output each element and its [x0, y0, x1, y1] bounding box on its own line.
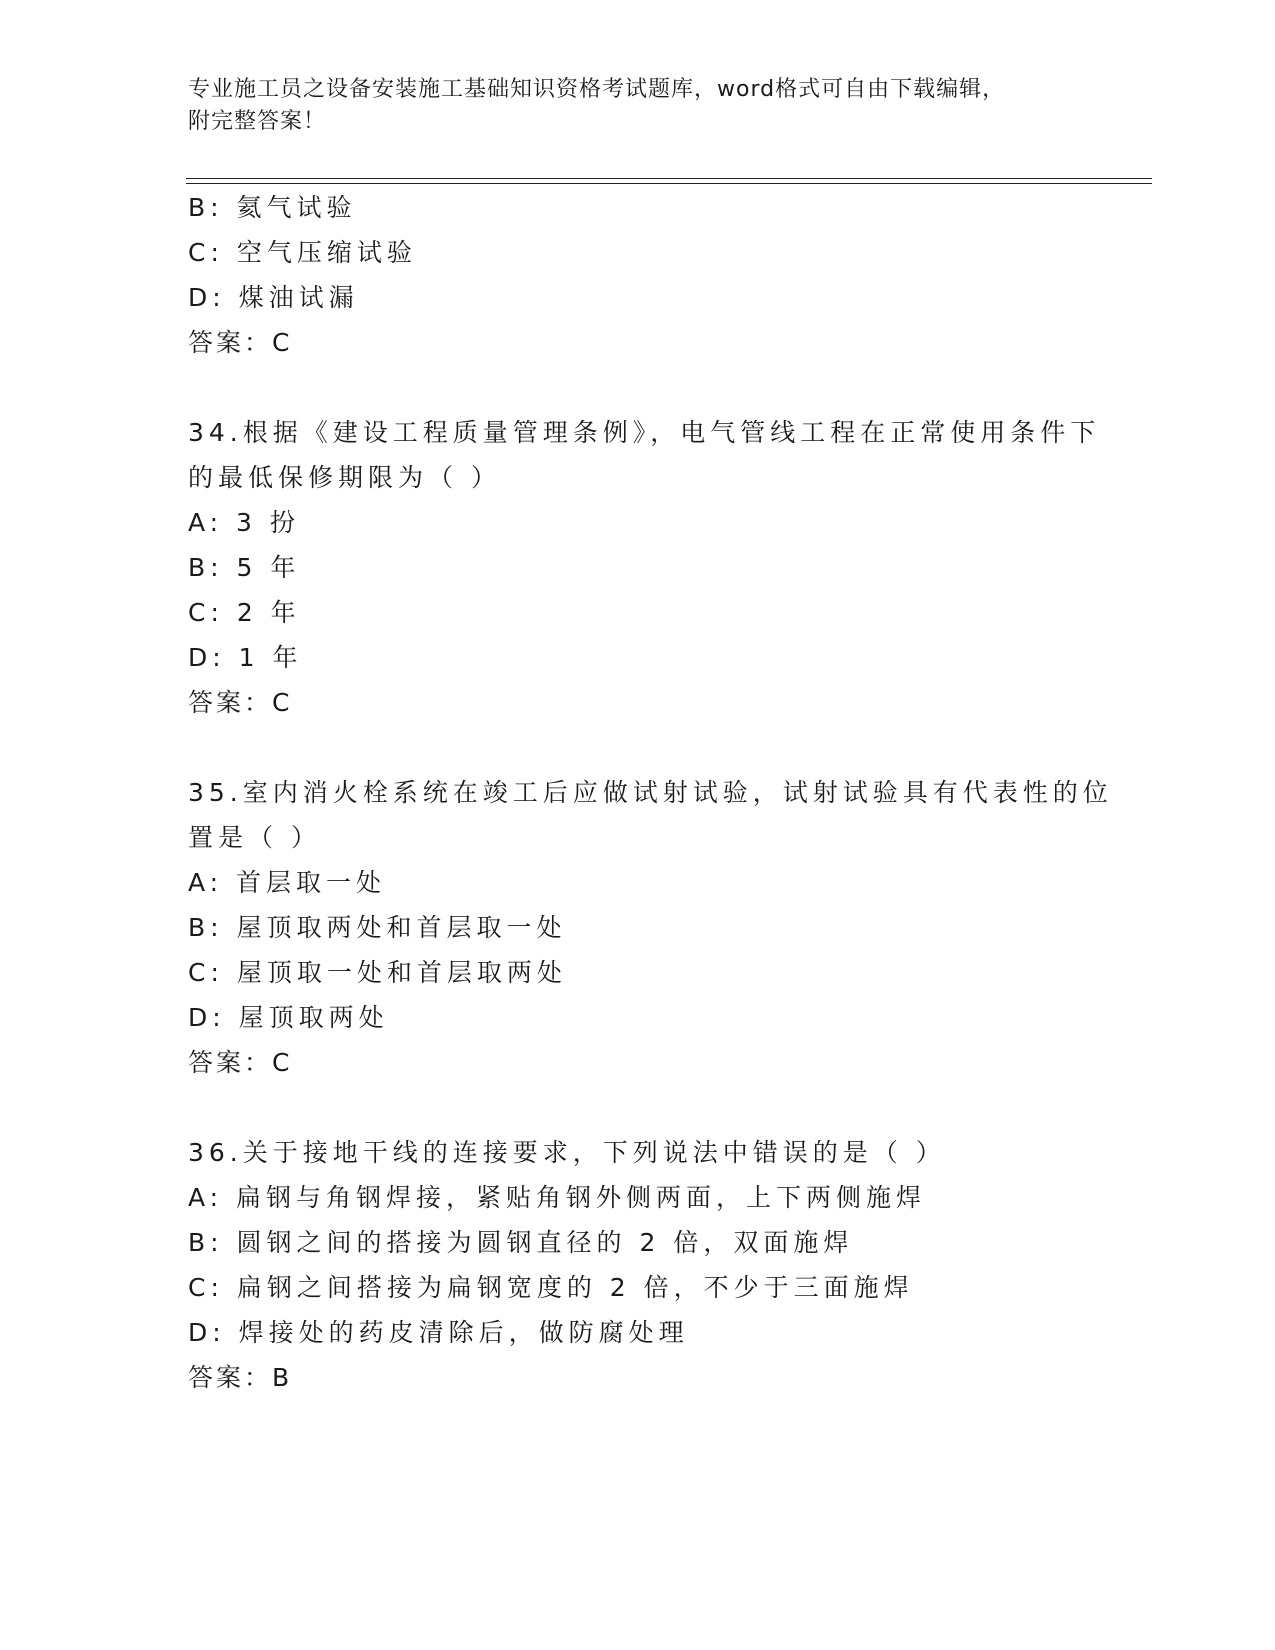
- q35-answer: 答案：C: [188, 1048, 293, 1077]
- q36-option-a: A: 扁钢与角钢焊接，紧贴角钢外侧两面，上下两侧施焊: [188, 1183, 927, 1212]
- q33-option-b: B: 氦气试验: [188, 193, 357, 222]
- q35-stem-line-1: 35.室内消火栓系统在竣工后应做试射试验，试射试验具有代表性的位: [188, 778, 1113, 807]
- q36-option-c: C: 扁钢之间搭接为扁钢宽度的 2 倍，不少于三面施焊: [188, 1273, 914, 1302]
- q36-option-d: D: 焊接处的药皮清除后，做防腐处理: [188, 1318, 689, 1347]
- q34-option-b: B: 5 年: [188, 553, 301, 582]
- header-line-2: 附完整答案！: [188, 109, 327, 134]
- q33-option-c: C: 空气压缩试验: [188, 238, 417, 267]
- q34-option-c: C: 2 年: [188, 598, 301, 627]
- q34-option-d: D: 1 年: [188, 643, 303, 672]
- q34-answer: 答案：C: [188, 688, 293, 717]
- q36-answer: 答案：B: [188, 1363, 293, 1392]
- q36-option-b: B: 圆钢之间的搭接为圆钢直径的 2 倍，双面施焊: [188, 1228, 854, 1257]
- document-header: [188, 74, 1088, 138]
- q34-option-a: A: 3 扮: [188, 508, 300, 537]
- header-divider-bottom: [186, 183, 1152, 184]
- q34-stem-line-1: 34.根据《建设工程质量管理条例》，电气管线工程在正常使用条件下: [188, 418, 1101, 447]
- q34-stem-line-2: 的最低保修期限为（ ）: [188, 463, 501, 492]
- q33-answer: 答案：C: [188, 328, 293, 357]
- q35-option-b: B: 屋顶取两处和首层取一处: [188, 913, 567, 942]
- q35-option-a: A: 首层取一处: [188, 868, 387, 897]
- q36-stem-line-1: 36.关于接地干线的连接要求，下列说法中错误的是（ ）: [188, 1138, 946, 1167]
- q35-option-c: C: 屋顶取一处和首层取两处: [188, 958, 567, 987]
- q33-option-d: D: 煤油试漏: [188, 283, 359, 312]
- q35-stem-line-2: 置是（ ）: [188, 823, 321, 852]
- header-divider-top: [186, 178, 1152, 179]
- header-line-1: 专业施工员之设备安装施工基础知识资格考试题库，word格式可自由下载编辑，: [188, 77, 1006, 102]
- q35-option-d: D: 屋顶取两处: [188, 1003, 389, 1032]
